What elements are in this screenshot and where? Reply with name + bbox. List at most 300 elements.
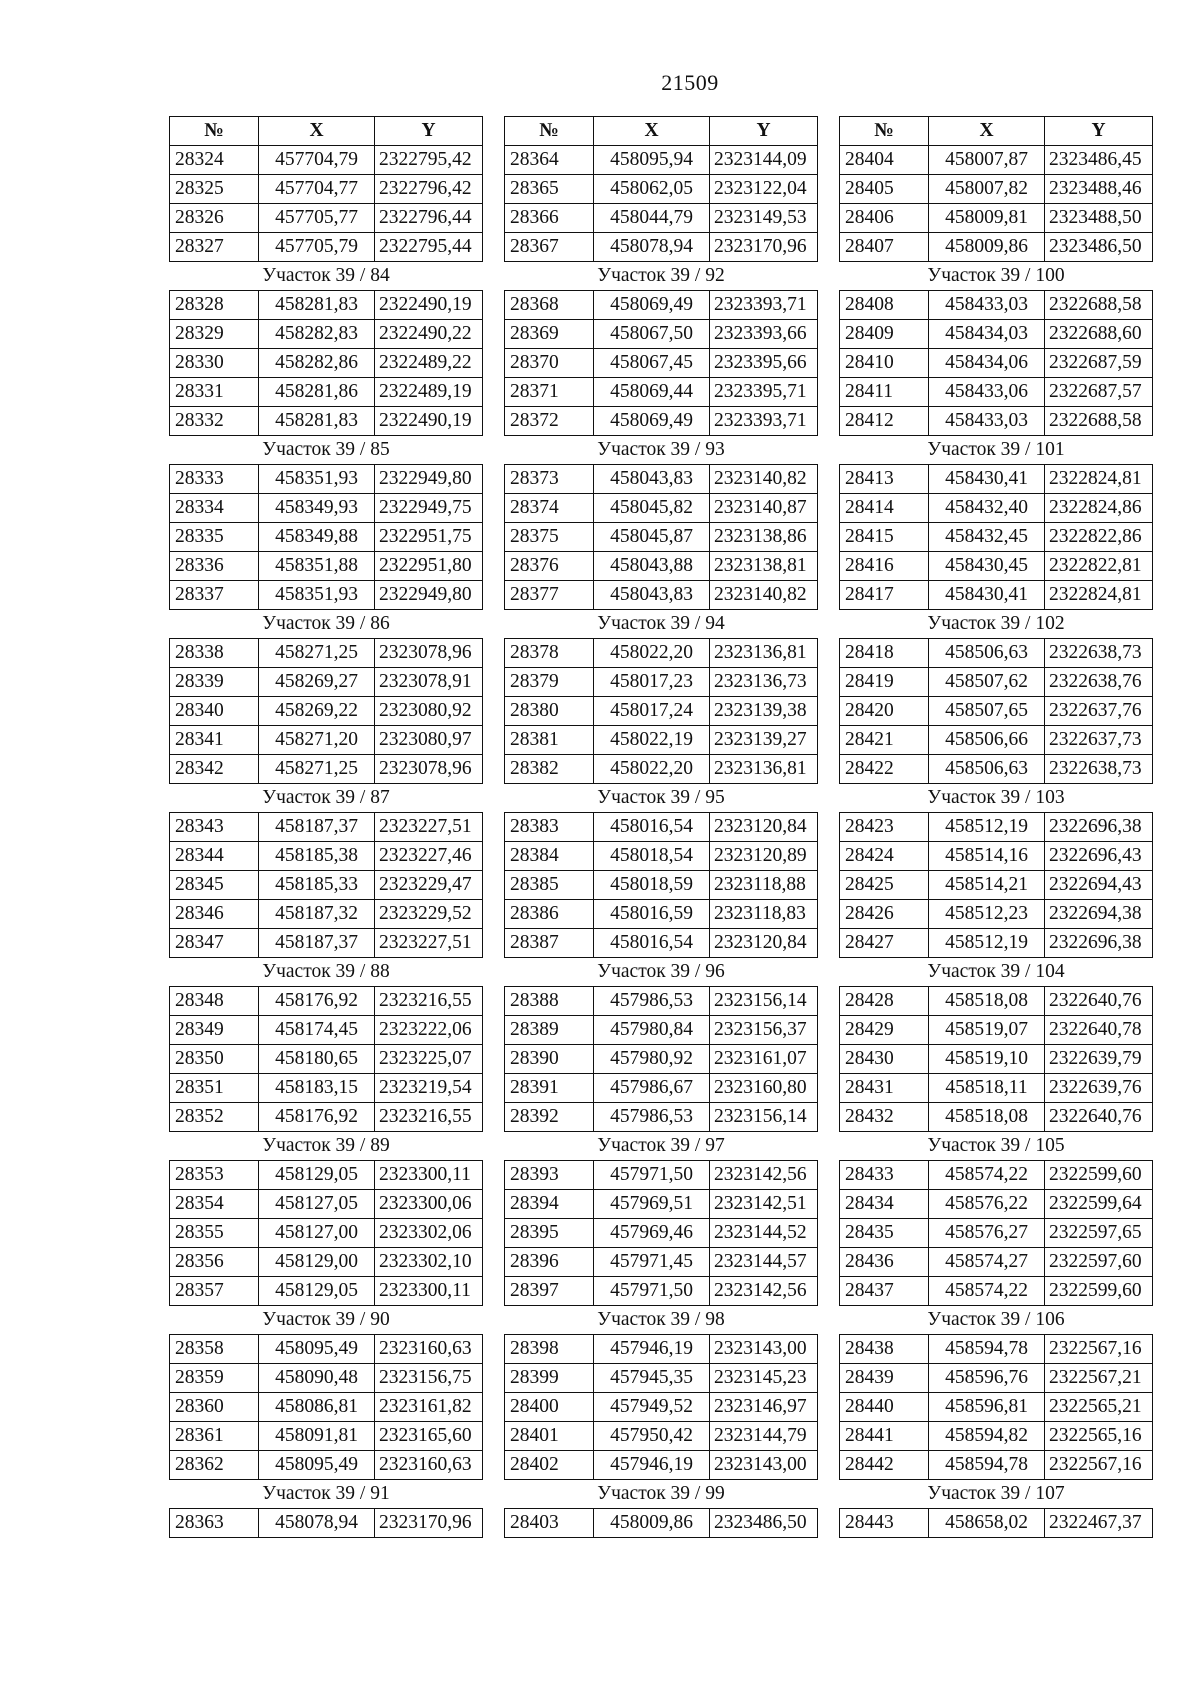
- y-coordinate: 2323225,07: [375, 1045, 483, 1074]
- point-number: 28326: [170, 204, 259, 233]
- x-coordinate: 458129,05: [259, 1161, 375, 1190]
- table-row: [505, 1045, 818, 1074]
- x-coordinate: 458430,45: [929, 552, 1045, 581]
- section-row: [840, 262, 1153, 291]
- y-coordinate: 2322795,42: [375, 146, 483, 175]
- x-coordinate: 458090,48: [259, 1364, 375, 1393]
- point-number: 28352: [170, 1103, 259, 1132]
- y-coordinate: 2323136,81: [710, 755, 818, 784]
- table-row: [170, 755, 483, 784]
- y-coordinate: 2323160,63: [375, 1451, 483, 1480]
- table-row: [505, 842, 818, 871]
- y-coordinate: 2322490,19: [375, 291, 483, 320]
- y-coordinate: 2323143,00: [710, 1335, 818, 1364]
- x-coordinate: 458574,22: [929, 1161, 1045, 1190]
- y-coordinate: 2323136,81: [710, 639, 818, 668]
- table-row: [505, 1277, 818, 1306]
- x-coordinate: 458518,08: [929, 987, 1045, 1016]
- point-number: 28371: [505, 378, 594, 407]
- table-row: [840, 552, 1153, 581]
- x-coordinate: 458185,33: [259, 871, 375, 900]
- point-number: 28413: [840, 465, 929, 494]
- y-coordinate: 2323160,80: [710, 1074, 818, 1103]
- point-number: 28441: [840, 1422, 929, 1451]
- point-number: 28386: [505, 900, 594, 929]
- y-coordinate: 2322688,58: [1045, 291, 1153, 320]
- point-number: 28382: [505, 755, 594, 784]
- table-row: [840, 813, 1153, 842]
- table-row: [170, 552, 483, 581]
- y-coordinate: 2322949,80: [375, 581, 483, 610]
- table-row: [505, 697, 818, 726]
- x-coordinate: 458016,54: [594, 813, 710, 842]
- x-coordinate: 458271,20: [259, 726, 375, 755]
- section-title: Участок 39 / 93: [505, 436, 818, 465]
- point-number: 28419: [840, 668, 929, 697]
- y-coordinate: 2323138,86: [710, 523, 818, 552]
- x-coordinate: 458574,22: [929, 1277, 1045, 1306]
- section-row: [840, 436, 1153, 465]
- point-number: 28417: [840, 581, 929, 610]
- point-number: 28409: [840, 320, 929, 349]
- point-number: 28379: [505, 668, 594, 697]
- point-number: 28369: [505, 320, 594, 349]
- table-row: [170, 1509, 483, 1538]
- table-row: [505, 146, 818, 175]
- x-coordinate: 458351,93: [259, 581, 375, 610]
- point-number: 28358: [170, 1335, 259, 1364]
- table-row: [505, 1103, 818, 1132]
- section-title: Участок 39 / 106: [840, 1306, 1153, 1335]
- table-row: [505, 1422, 818, 1451]
- section-row: [840, 1306, 1153, 1335]
- table-row: [170, 1451, 483, 1480]
- table-row: [170, 1335, 483, 1364]
- point-number: 28331: [170, 378, 259, 407]
- table-row: [505, 523, 818, 552]
- coordinate-table: [839, 116, 1153, 1538]
- table-row: [505, 639, 818, 668]
- y-coordinate: 2322696,38: [1045, 929, 1153, 958]
- y-coordinate: 2323227,51: [375, 929, 483, 958]
- x-coordinate: 458007,82: [929, 175, 1045, 204]
- y-coordinate: 2323118,83: [710, 900, 818, 929]
- point-number: 28340: [170, 697, 259, 726]
- section-title: Участок 39 / 84: [170, 262, 483, 291]
- point-number: 28347: [170, 929, 259, 958]
- table-row: [840, 1451, 1153, 1480]
- table-row: [840, 146, 1153, 175]
- x-coordinate: 458594,78: [929, 1451, 1045, 1480]
- point-number: 28434: [840, 1190, 929, 1219]
- table-row: [170, 175, 483, 204]
- table-row: [840, 233, 1153, 262]
- x-coordinate: 458022,20: [594, 755, 710, 784]
- section-row: [170, 262, 483, 291]
- y-coordinate: 2322599,64: [1045, 1190, 1153, 1219]
- point-number: 28394: [505, 1190, 594, 1219]
- x-coordinate: 457971,50: [594, 1277, 710, 1306]
- table-row: [170, 349, 483, 378]
- point-number: 28348: [170, 987, 259, 1016]
- table-row: [840, 929, 1153, 958]
- point-number: 28406: [840, 204, 929, 233]
- point-number: 28398: [505, 1335, 594, 1364]
- point-number: 28410: [840, 349, 929, 378]
- x-coordinate: 458127,05: [259, 1190, 375, 1219]
- x-coordinate: 458282,86: [259, 349, 375, 378]
- x-coordinate: 458067,45: [594, 349, 710, 378]
- table-row: [840, 175, 1153, 204]
- y-coordinate: 2322567,16: [1045, 1335, 1153, 1364]
- table-row: [170, 1016, 483, 1045]
- point-number: 28364: [505, 146, 594, 175]
- y-coordinate: 2322599,60: [1045, 1161, 1153, 1190]
- point-number: 28368: [505, 291, 594, 320]
- y-coordinate: 2322638,73: [1045, 639, 1153, 668]
- point-number: 28370: [505, 349, 594, 378]
- table-row: [840, 1277, 1153, 1306]
- header-number: №: [505, 117, 594, 146]
- table-row: [505, 1509, 818, 1538]
- table-row: [505, 1161, 818, 1190]
- section-title: Участок 39 / 91: [170, 1480, 483, 1509]
- y-coordinate: 2323122,04: [710, 175, 818, 204]
- point-number: 28387: [505, 929, 594, 958]
- table-row: [170, 320, 483, 349]
- x-coordinate: 458043,88: [594, 552, 710, 581]
- point-number: 28328: [170, 291, 259, 320]
- point-number: 28374: [505, 494, 594, 523]
- table-row: [505, 813, 818, 842]
- table-row: [170, 1422, 483, 1451]
- y-coordinate: 2323165,60: [375, 1422, 483, 1451]
- x-coordinate: 458271,25: [259, 755, 375, 784]
- y-coordinate: 2323149,53: [710, 204, 818, 233]
- y-coordinate: 2323145,23: [710, 1364, 818, 1393]
- x-coordinate: 458078,94: [259, 1509, 375, 1538]
- point-number: 28330: [170, 349, 259, 378]
- point-number: 28349: [170, 1016, 259, 1045]
- table-row: [505, 349, 818, 378]
- section-row: [840, 958, 1153, 987]
- x-coordinate: 458045,87: [594, 523, 710, 552]
- header-x: X: [929, 117, 1045, 146]
- x-coordinate: 458281,86: [259, 378, 375, 407]
- y-coordinate: 2323486,45: [1045, 146, 1153, 175]
- y-coordinate: 2322640,78: [1045, 1016, 1153, 1045]
- y-coordinate: 2322490,19: [375, 407, 483, 436]
- table-row: [840, 726, 1153, 755]
- table-row: [170, 407, 483, 436]
- x-coordinate: 458269,22: [259, 697, 375, 726]
- x-coordinate: 458022,20: [594, 639, 710, 668]
- x-coordinate: 457980,84: [594, 1016, 710, 1045]
- point-number: 28351: [170, 1074, 259, 1103]
- x-coordinate: 457969,51: [594, 1190, 710, 1219]
- section-row: [840, 610, 1153, 639]
- x-coordinate: 458432,40: [929, 494, 1045, 523]
- x-coordinate: 458349,93: [259, 494, 375, 523]
- section-title: Участок 39 / 89: [170, 1132, 483, 1161]
- x-coordinate: 458596,76: [929, 1364, 1045, 1393]
- y-coordinate: 2322824,86: [1045, 494, 1153, 523]
- section-row: [840, 784, 1153, 813]
- x-coordinate: 458594,78: [929, 1335, 1045, 1364]
- point-number: 28350: [170, 1045, 259, 1074]
- x-coordinate: 458043,83: [594, 581, 710, 610]
- table-row: [505, 233, 818, 262]
- point-number: 28440: [840, 1393, 929, 1422]
- point-number: 28325: [170, 175, 259, 204]
- point-number: 28443: [840, 1509, 929, 1538]
- table-row: [840, 494, 1153, 523]
- table-row: [170, 494, 483, 523]
- point-number: 28332: [170, 407, 259, 436]
- table-row: [170, 1074, 483, 1103]
- y-coordinate: 2323302,06: [375, 1219, 483, 1248]
- table-row: [840, 465, 1153, 494]
- point-number: 28403: [505, 1509, 594, 1538]
- x-coordinate: 458069,49: [594, 291, 710, 320]
- table-row: [170, 1248, 483, 1277]
- y-coordinate: 2322951,80: [375, 552, 483, 581]
- x-coordinate: 458506,63: [929, 755, 1045, 784]
- y-coordinate: 2323140,82: [710, 581, 818, 610]
- y-coordinate: 2323156,14: [710, 987, 818, 1016]
- y-coordinate: 2323170,96: [375, 1509, 483, 1538]
- table-row: [170, 1161, 483, 1190]
- point-number: 28383: [505, 813, 594, 842]
- y-coordinate: 2323140,82: [710, 465, 818, 494]
- y-coordinate: 2322696,38: [1045, 813, 1153, 842]
- section-title: Участок 39 / 105: [840, 1132, 1153, 1161]
- point-number: 28342: [170, 755, 259, 784]
- section-title: Участок 39 / 98: [505, 1306, 818, 1335]
- y-coordinate: 2323120,84: [710, 813, 818, 842]
- x-coordinate: 458282,83: [259, 320, 375, 349]
- point-number: 28432: [840, 1103, 929, 1132]
- section-row: [170, 1132, 483, 1161]
- y-coordinate: 2322694,38: [1045, 900, 1153, 929]
- y-coordinate: 2322687,57: [1045, 378, 1153, 407]
- y-coordinate: 2322694,43: [1045, 871, 1153, 900]
- table-row: [505, 1016, 818, 1045]
- x-coordinate: 458091,81: [259, 1422, 375, 1451]
- point-number: 28335: [170, 523, 259, 552]
- point-number: 28334: [170, 494, 259, 523]
- point-number: 28361: [170, 1422, 259, 1451]
- section-row: [505, 1132, 818, 1161]
- x-coordinate: 457950,42: [594, 1422, 710, 1451]
- x-coordinate: 457971,45: [594, 1248, 710, 1277]
- point-number: 28435: [840, 1219, 929, 1248]
- x-coordinate: 458187,37: [259, 929, 375, 958]
- header-y: Y: [375, 117, 483, 146]
- y-coordinate: 2323488,50: [1045, 204, 1153, 233]
- y-coordinate: 2323393,71: [710, 291, 818, 320]
- x-coordinate: 457986,53: [594, 1103, 710, 1132]
- y-coordinate: 2322796,42: [375, 175, 483, 204]
- table-row: [170, 842, 483, 871]
- y-coordinate: 2322597,60: [1045, 1248, 1153, 1277]
- point-number: 28373: [505, 465, 594, 494]
- point-number: 28416: [840, 552, 929, 581]
- y-coordinate: 2322951,75: [375, 523, 483, 552]
- point-number: 28397: [505, 1277, 594, 1306]
- x-coordinate: 458518,08: [929, 1103, 1045, 1132]
- x-coordinate: 458576,22: [929, 1190, 1045, 1219]
- table-row: [840, 1016, 1153, 1045]
- x-coordinate: 458129,05: [259, 1277, 375, 1306]
- table-row: [840, 668, 1153, 697]
- point-number: 28336: [170, 552, 259, 581]
- x-coordinate: 457705,79: [259, 233, 375, 262]
- point-number: 28366: [505, 204, 594, 233]
- point-number: 28354: [170, 1190, 259, 1219]
- y-coordinate: 2323170,96: [710, 233, 818, 262]
- y-coordinate: 2322490,22: [375, 320, 483, 349]
- x-coordinate: 458433,03: [929, 291, 1045, 320]
- y-coordinate: 2323138,81: [710, 552, 818, 581]
- x-coordinate: 458434,03: [929, 320, 1045, 349]
- y-coordinate: 2323161,82: [375, 1393, 483, 1422]
- x-coordinate: 458067,50: [594, 320, 710, 349]
- x-coordinate: 458433,06: [929, 378, 1045, 407]
- y-coordinate: 2323216,55: [375, 1103, 483, 1132]
- y-coordinate: 2322467,37: [1045, 1509, 1153, 1538]
- x-coordinate: 457971,50: [594, 1161, 710, 1190]
- table-row: [505, 465, 818, 494]
- section-row: [505, 262, 818, 291]
- x-coordinate: 458574,27: [929, 1248, 1045, 1277]
- section-row: [170, 958, 483, 987]
- table-row: [840, 755, 1153, 784]
- x-coordinate: 458507,62: [929, 668, 1045, 697]
- point-number: 28426: [840, 900, 929, 929]
- x-coordinate: 458017,23: [594, 668, 710, 697]
- y-coordinate: 2322599,60: [1045, 1277, 1153, 1306]
- table-row: [840, 871, 1153, 900]
- point-number: 28415: [840, 523, 929, 552]
- x-coordinate: 458183,15: [259, 1074, 375, 1103]
- y-coordinate: 2323144,79: [710, 1422, 818, 1451]
- y-coordinate: 2322822,86: [1045, 523, 1153, 552]
- point-number: 28402: [505, 1451, 594, 1480]
- x-coordinate: 458271,25: [259, 639, 375, 668]
- section-row: [170, 436, 483, 465]
- table-row: [505, 871, 818, 900]
- table-row: [840, 349, 1153, 378]
- section-title: Участок 39 / 101: [840, 436, 1153, 465]
- table-row: [840, 1219, 1153, 1248]
- table-row: [840, 320, 1153, 349]
- section-title: Участок 39 / 99: [505, 1480, 818, 1509]
- x-coordinate: 457986,53: [594, 987, 710, 1016]
- table-row: [840, 639, 1153, 668]
- table-row: [840, 204, 1153, 233]
- y-coordinate: 2322795,44: [375, 233, 483, 262]
- table-row: [170, 1103, 483, 1132]
- point-number: 28353: [170, 1161, 259, 1190]
- y-coordinate: 2323080,97: [375, 726, 483, 755]
- section-title: Участок 39 / 88: [170, 958, 483, 987]
- section-title: Участок 39 / 86: [170, 610, 483, 639]
- y-coordinate: 2323393,71: [710, 407, 818, 436]
- y-coordinate: 2322637,73: [1045, 726, 1153, 755]
- table-row: [840, 697, 1153, 726]
- y-coordinate: 2323395,71: [710, 378, 818, 407]
- point-number: 28367: [505, 233, 594, 262]
- section-row: [505, 610, 818, 639]
- point-number: 28344: [170, 842, 259, 871]
- x-coordinate: 457946,19: [594, 1335, 710, 1364]
- table-row: [840, 987, 1153, 1016]
- section-row: [170, 784, 483, 813]
- x-coordinate: 458507,65: [929, 697, 1045, 726]
- table-row: [505, 291, 818, 320]
- x-coordinate: 458062,05: [594, 175, 710, 204]
- table-row: [840, 523, 1153, 552]
- x-coordinate: 458430,41: [929, 465, 1045, 494]
- y-coordinate: 2323120,89: [710, 842, 818, 871]
- x-coordinate: 457969,46: [594, 1219, 710, 1248]
- y-coordinate: 2323300,06: [375, 1190, 483, 1219]
- y-coordinate: 2323139,38: [710, 697, 818, 726]
- y-coordinate: 2323160,63: [375, 1335, 483, 1364]
- section-title: Участок 39 / 100: [840, 262, 1153, 291]
- table-row: [505, 494, 818, 523]
- table-row: [505, 1393, 818, 1422]
- point-number: 28421: [840, 726, 929, 755]
- y-coordinate: 2322688,60: [1045, 320, 1153, 349]
- x-coordinate: 457704,79: [259, 146, 375, 175]
- table-row: [840, 1161, 1153, 1190]
- table-row: [170, 1393, 483, 1422]
- header-x: X: [259, 117, 375, 146]
- table-row: [505, 407, 818, 436]
- table-row: [505, 378, 818, 407]
- header-y: Y: [1045, 117, 1153, 146]
- x-coordinate: 458512,19: [929, 929, 1045, 958]
- section-title: Участок 39 / 90: [170, 1306, 483, 1335]
- table-row: [840, 581, 1153, 610]
- y-coordinate: 2323486,50: [1045, 233, 1153, 262]
- point-number: 28385: [505, 871, 594, 900]
- table-row: [840, 1335, 1153, 1364]
- point-number: 28390: [505, 1045, 594, 1074]
- table-row: [170, 1219, 483, 1248]
- y-coordinate: 2322639,76: [1045, 1074, 1153, 1103]
- x-coordinate: 458576,27: [929, 1219, 1045, 1248]
- y-coordinate: 2323229,52: [375, 900, 483, 929]
- y-coordinate: 2322688,58: [1045, 407, 1153, 436]
- point-number: 28376: [505, 552, 594, 581]
- y-coordinate: 2322824,81: [1045, 581, 1153, 610]
- table-row: [840, 1074, 1153, 1103]
- table-row: [505, 1190, 818, 1219]
- point-number: 28372: [505, 407, 594, 436]
- y-coordinate: 2322949,75: [375, 494, 483, 523]
- x-coordinate: 458594,82: [929, 1422, 1045, 1451]
- x-coordinate: 458434,06: [929, 349, 1045, 378]
- x-coordinate: 458512,23: [929, 900, 1045, 929]
- x-coordinate: 458069,49: [594, 407, 710, 436]
- y-coordinate: 2323222,06: [375, 1016, 483, 1045]
- table-row: [505, 1219, 818, 1248]
- y-coordinate: 2322638,76: [1045, 668, 1153, 697]
- y-coordinate: 2322565,16: [1045, 1422, 1153, 1451]
